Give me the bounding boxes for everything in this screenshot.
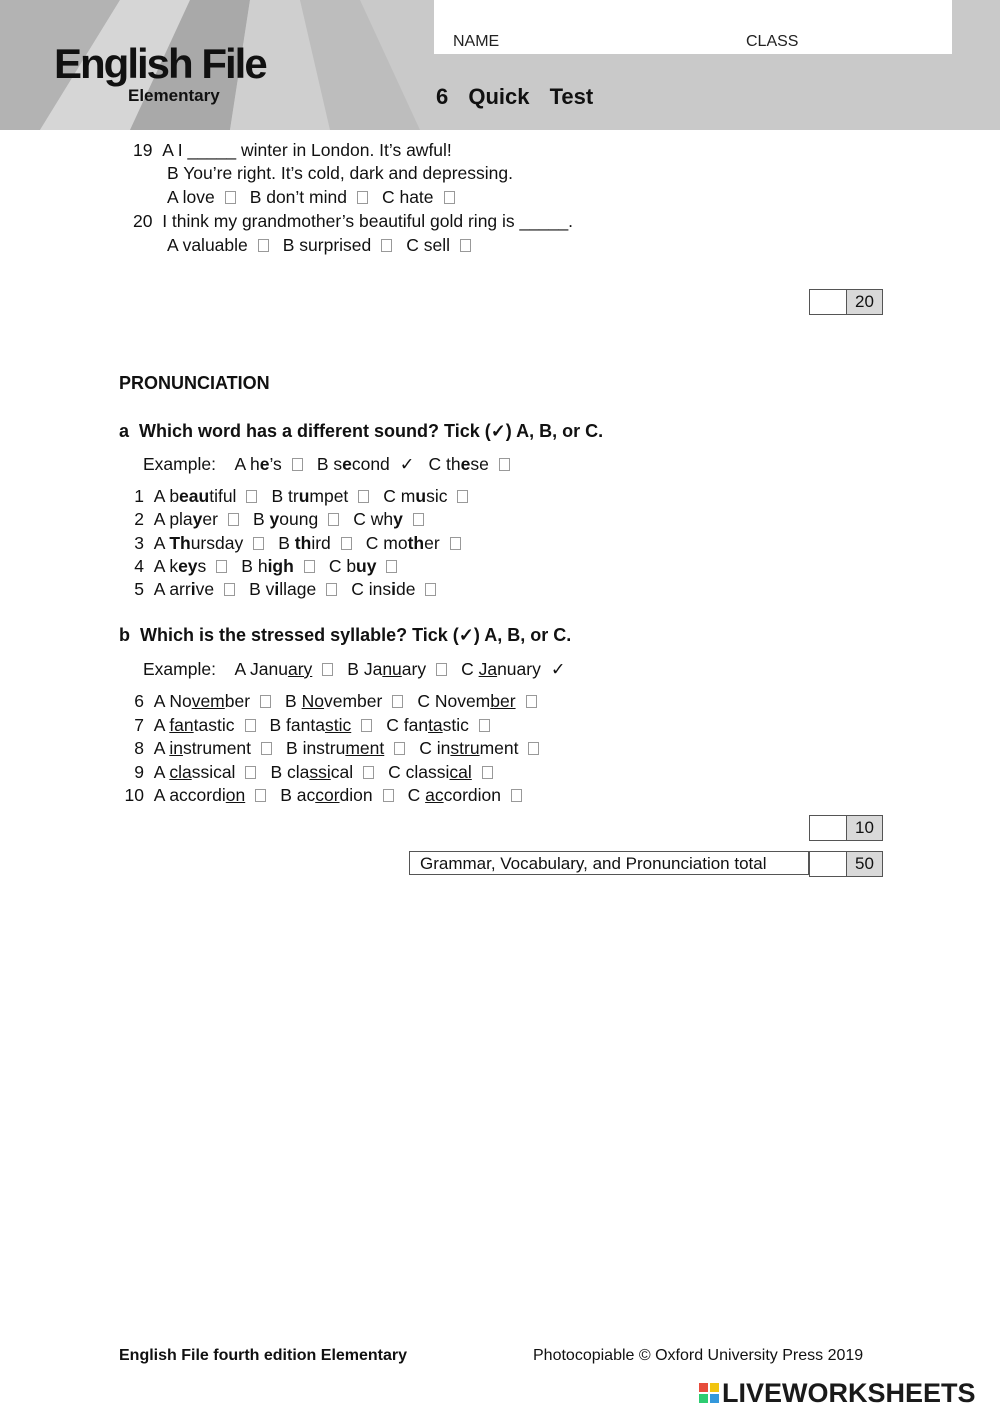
question-number: 20 xyxy=(133,211,153,231)
q19-options xyxy=(167,186,469,208)
word-part: mo xyxy=(383,532,408,553)
option-letter: A xyxy=(153,785,170,805)
q19-line2: B You’re right. It’s cold, dark and depressing. xyxy=(167,163,514,183)
option-label: A love xyxy=(167,187,215,207)
word-part: instru xyxy=(302,738,346,758)
item-row xyxy=(120,508,438,530)
option-letter: B xyxy=(286,738,303,758)
option-letter: B xyxy=(271,486,288,506)
word-part: strument xyxy=(182,738,252,758)
word-part: in xyxy=(436,738,451,758)
tick-box[interactable] xyxy=(358,490,369,503)
word-part: oung xyxy=(279,509,319,530)
test-title xyxy=(436,84,593,110)
tick-box[interactable] xyxy=(511,789,522,802)
emphasis-part: stru xyxy=(450,738,480,758)
word-part: b xyxy=(346,555,357,576)
tick-box[interactable] xyxy=(253,537,264,550)
word-part: ary xyxy=(401,659,427,679)
emphasis-part: Th xyxy=(169,532,191,553)
item-number: 1 xyxy=(134,486,144,506)
score-max: 10 xyxy=(847,816,882,840)
option-label: C hate xyxy=(381,187,434,207)
emphasis-part: cal xyxy=(449,761,472,782)
item-row xyxy=(120,737,553,759)
score-input[interactable] xyxy=(810,290,847,314)
emphasis-part: y xyxy=(393,509,403,530)
tick-box[interactable] xyxy=(394,742,405,755)
word-part: wh xyxy=(370,509,394,530)
emphasis-part: vem xyxy=(191,691,225,711)
score-total: 50 xyxy=(847,852,882,876)
emphasis-part: ary xyxy=(287,659,313,679)
tick-box[interactable] xyxy=(499,458,510,471)
item-row xyxy=(120,485,482,507)
word-part: h xyxy=(257,555,268,576)
word-part: ment xyxy=(479,738,519,758)
option-label: B surprised xyxy=(282,235,372,255)
tick-box[interactable] xyxy=(392,695,403,708)
emphasis-part: in xyxy=(169,738,183,758)
emphasis-part: u xyxy=(298,486,310,506)
word-part: stic xyxy=(442,714,469,735)
option-letter: B xyxy=(252,509,270,530)
item-row xyxy=(120,690,551,712)
score-input[interactable] xyxy=(810,816,847,840)
word-part: Janu xyxy=(250,659,288,679)
liveworksheets-watermark xyxy=(698,1378,976,1409)
emphasis-part: igh xyxy=(267,555,294,576)
tick-box[interactable] xyxy=(381,239,392,252)
word-part: b xyxy=(169,486,180,506)
tick-box[interactable] xyxy=(328,513,339,526)
tick-box[interactable] xyxy=(260,695,271,708)
emphasis-part: on xyxy=(225,785,246,805)
item-row xyxy=(120,532,475,554)
logo-subtitle: Elementary xyxy=(128,86,220,105)
word-part: ssical xyxy=(191,761,236,782)
emphasis-part: y xyxy=(269,509,280,530)
class-label: CLASS xyxy=(746,33,799,50)
tick-mark: ✓ xyxy=(550,659,566,679)
item-number: 2 xyxy=(134,509,144,530)
tick-box[interactable] xyxy=(450,537,461,550)
tick-box[interactable] xyxy=(255,789,266,802)
tick-box[interactable] xyxy=(383,789,394,802)
word-part: de xyxy=(395,579,416,600)
word-part: s xyxy=(197,555,207,576)
word-part: mpet xyxy=(309,486,349,506)
tick-box[interactable] xyxy=(436,663,447,676)
part-a-example xyxy=(143,453,524,475)
sound-part: e xyxy=(259,454,270,474)
q19-line1 xyxy=(133,139,452,161)
word-part: tastic xyxy=(193,714,235,735)
q20-line1 xyxy=(133,210,573,232)
option-letter: A xyxy=(153,738,170,758)
item-row xyxy=(120,784,536,806)
word-part: dion xyxy=(339,785,373,805)
word-part: m xyxy=(400,486,416,506)
word-part: v xyxy=(265,579,275,600)
option-letter: C xyxy=(386,714,404,735)
tick-box[interactable] xyxy=(261,742,272,755)
emphasis-part: y xyxy=(192,509,203,530)
emphasis-part: th xyxy=(407,532,425,553)
word-part: cordion xyxy=(443,785,502,805)
tick-box[interactable] xyxy=(326,583,337,596)
name-label: NAME xyxy=(453,33,500,50)
example-label: Example: xyxy=(143,659,216,679)
word-part: classi xyxy=(405,761,450,782)
tick-box[interactable] xyxy=(258,239,269,252)
item-row xyxy=(120,761,507,783)
option-letter: B xyxy=(347,659,364,679)
emphasis-part: uy xyxy=(356,555,377,576)
option-letter: A xyxy=(153,691,170,711)
word-part: arr xyxy=(169,579,191,600)
option-letter: C xyxy=(419,738,437,758)
option-letter: B xyxy=(249,579,266,600)
option-label: B don’t mind xyxy=(249,187,347,207)
tick-box[interactable] xyxy=(361,719,372,732)
tick-box[interactable] xyxy=(528,742,539,755)
word-part: No xyxy=(169,691,192,711)
word-part: A h xyxy=(234,454,260,474)
emphasis-part: i xyxy=(190,579,196,600)
word-part: ins xyxy=(368,579,392,600)
emphasis-part: ac xyxy=(425,785,444,805)
tick-box[interactable] xyxy=(386,560,397,573)
emphasis-part: cor xyxy=(315,785,340,805)
item-number: 6 xyxy=(134,691,144,711)
tick-box[interactable] xyxy=(526,695,537,708)
q20-options xyxy=(167,234,485,256)
option-letter: B xyxy=(280,785,297,805)
vocab-score-box xyxy=(809,289,883,315)
tick-box[interactable] xyxy=(413,513,424,526)
item-number: 4 xyxy=(134,555,144,576)
emphasis-part: ta xyxy=(428,714,443,735)
tick-box[interactable] xyxy=(245,719,256,732)
word-part: er xyxy=(424,532,440,553)
word-part: ac xyxy=(296,785,316,805)
option-letter: C xyxy=(351,579,369,600)
name-class-box xyxy=(434,0,952,54)
option-letter: B xyxy=(269,714,287,735)
item-number: 5 xyxy=(134,579,144,600)
total-label: Grammar, Vocabulary, and Pronunciation total xyxy=(409,851,809,875)
tick-box[interactable] xyxy=(228,513,239,526)
word-part: k xyxy=(169,555,179,576)
word-part: Novem xyxy=(434,691,491,711)
word-part: ursday xyxy=(190,532,244,553)
option-letter: B xyxy=(241,555,258,576)
footer-title: English File fourth edition Elementary xyxy=(119,1347,408,1364)
word-part: ber xyxy=(224,691,251,711)
word-part: cond xyxy=(351,454,390,474)
word-part: accordi xyxy=(169,785,226,805)
tick-box[interactable] xyxy=(457,490,468,503)
watermark-text: LIVEWORKSHEETS xyxy=(722,1378,976,1408)
option-letter: B xyxy=(285,691,302,711)
logo-title: English File xyxy=(54,40,266,87)
total-score-box xyxy=(809,851,883,877)
emphasis-part: i xyxy=(274,579,280,600)
option-letter: A xyxy=(153,579,170,600)
part-letter: a xyxy=(119,421,130,441)
word-part: cla xyxy=(287,761,310,782)
emphasis-part: No xyxy=(301,691,324,711)
option-letter: A xyxy=(153,555,170,576)
tick-box[interactable] xyxy=(479,719,490,732)
word-part: nuary xyxy=(497,659,541,679)
q20-text: I think my grandmother’s beautiful gold ring is _____. xyxy=(162,211,574,231)
score-input[interactable] xyxy=(810,852,847,876)
part-b-example xyxy=(143,658,580,680)
option-letter: C xyxy=(388,761,406,782)
tick-box[interactable] xyxy=(444,191,455,204)
page-header xyxy=(0,0,1000,130)
word-part: ird xyxy=(311,532,331,553)
emphasis-part: stic xyxy=(324,714,352,735)
option-label: A valuable xyxy=(167,235,248,255)
question-number: 19 xyxy=(133,140,153,160)
tick-box[interactable] xyxy=(341,537,352,550)
tick-box[interactable] xyxy=(425,583,436,596)
tick-box[interactable] xyxy=(245,766,256,779)
emphasis-part: eau xyxy=(179,486,210,506)
word-part: Ja xyxy=(363,659,383,679)
item-number: 3 xyxy=(134,532,144,553)
tick-box[interactable] xyxy=(216,560,227,573)
option-letter: C xyxy=(407,785,426,805)
word-part: fanta xyxy=(286,714,325,735)
option-letter: B xyxy=(270,761,287,782)
option-label: C sell xyxy=(406,235,451,255)
word-part: C th xyxy=(428,454,461,474)
item-row xyxy=(120,714,504,736)
option-letter: A xyxy=(153,761,170,782)
tick-box[interactable] xyxy=(322,663,333,676)
word-part: pla xyxy=(169,509,193,530)
option-letter: C xyxy=(353,509,371,530)
word-part: llage xyxy=(279,579,317,600)
item-row xyxy=(120,578,450,600)
option-letter: C xyxy=(417,691,435,711)
option-letter: C xyxy=(383,486,401,506)
option-letter: A xyxy=(153,509,170,530)
part-a-instruction xyxy=(119,421,603,442)
tick-mark: ✓ xyxy=(399,454,415,474)
option-letter: B xyxy=(278,532,295,553)
option-letter: A xyxy=(234,659,251,679)
emphasis-part: th xyxy=(294,532,312,553)
tick-box[interactable] xyxy=(246,490,257,503)
word-part: se xyxy=(470,454,489,474)
sound-part: e xyxy=(460,454,471,474)
emphasis-part: i xyxy=(391,579,396,600)
score-max: 20 xyxy=(847,290,882,314)
item-number: 8 xyxy=(134,738,144,758)
tick-box[interactable] xyxy=(357,191,368,204)
emphasis-part: u xyxy=(415,486,427,506)
tick-box[interactable] xyxy=(304,560,315,573)
word-part: er xyxy=(202,509,218,530)
option-letter: A xyxy=(153,486,170,506)
tick-box[interactable] xyxy=(460,239,471,252)
emphasis-part: ber xyxy=(490,691,516,711)
option-letter: A xyxy=(153,714,170,735)
emphasis-part: Ja xyxy=(478,659,498,679)
section-heading: PRONUNCIATION xyxy=(119,373,270,393)
word-part: tr xyxy=(287,486,299,506)
part-b-instruction xyxy=(119,625,571,646)
tick-box[interactable] xyxy=(292,458,303,471)
tick-box[interactable] xyxy=(363,766,374,779)
item-number: 9 xyxy=(134,761,144,782)
word-part: B s xyxy=(316,454,343,474)
part-letter: b xyxy=(119,625,130,645)
tick-box[interactable] xyxy=(224,583,235,596)
item-number: 10 xyxy=(124,785,144,805)
emphasis-part: ssi xyxy=(309,761,331,782)
word-part: tiful xyxy=(209,486,237,506)
word-part: vember xyxy=(323,691,383,711)
pron-score-box xyxy=(809,815,883,841)
option-letter: A xyxy=(153,532,170,553)
option-letter: C xyxy=(365,532,384,553)
word-part: ve xyxy=(195,579,215,600)
option-letter: C xyxy=(461,659,479,679)
item-row xyxy=(120,555,411,577)
q19-text: A I _____ winter in London. It’s awful! xyxy=(162,140,452,160)
tick-box[interactable] xyxy=(225,191,236,204)
word-part: sic xyxy=(426,486,448,506)
word-part: fan xyxy=(403,714,429,735)
emphasis-part: ment xyxy=(345,738,385,758)
instruction-text: Which is the stressed syllable? Tick (✓) A, B, or C. xyxy=(140,625,572,645)
word-part: cal xyxy=(330,761,354,782)
unit-number: 6 xyxy=(436,84,449,109)
example-label: Example: xyxy=(143,454,216,474)
emphasis-part: cla xyxy=(169,761,192,782)
tick-box[interactable] xyxy=(482,766,493,779)
option-letter: C xyxy=(328,555,347,576)
emphasis-part: fan xyxy=(169,714,194,735)
instruction-text: Which word has a different sound? Tick (✓) A, B, or C. xyxy=(139,421,604,441)
footer-copyright: Photocopiable © Oxford University Press 2019 xyxy=(533,1347,864,1364)
emphasis-part: ey xyxy=(178,555,198,576)
test-title-text: Quick Test xyxy=(468,84,594,109)
word-part: ’s xyxy=(269,454,282,474)
item-number: 7 xyxy=(134,714,144,735)
liveworksheets-icon xyxy=(698,1382,720,1404)
emphasis-part: nu xyxy=(382,659,402,679)
sound-part: e xyxy=(342,454,352,474)
